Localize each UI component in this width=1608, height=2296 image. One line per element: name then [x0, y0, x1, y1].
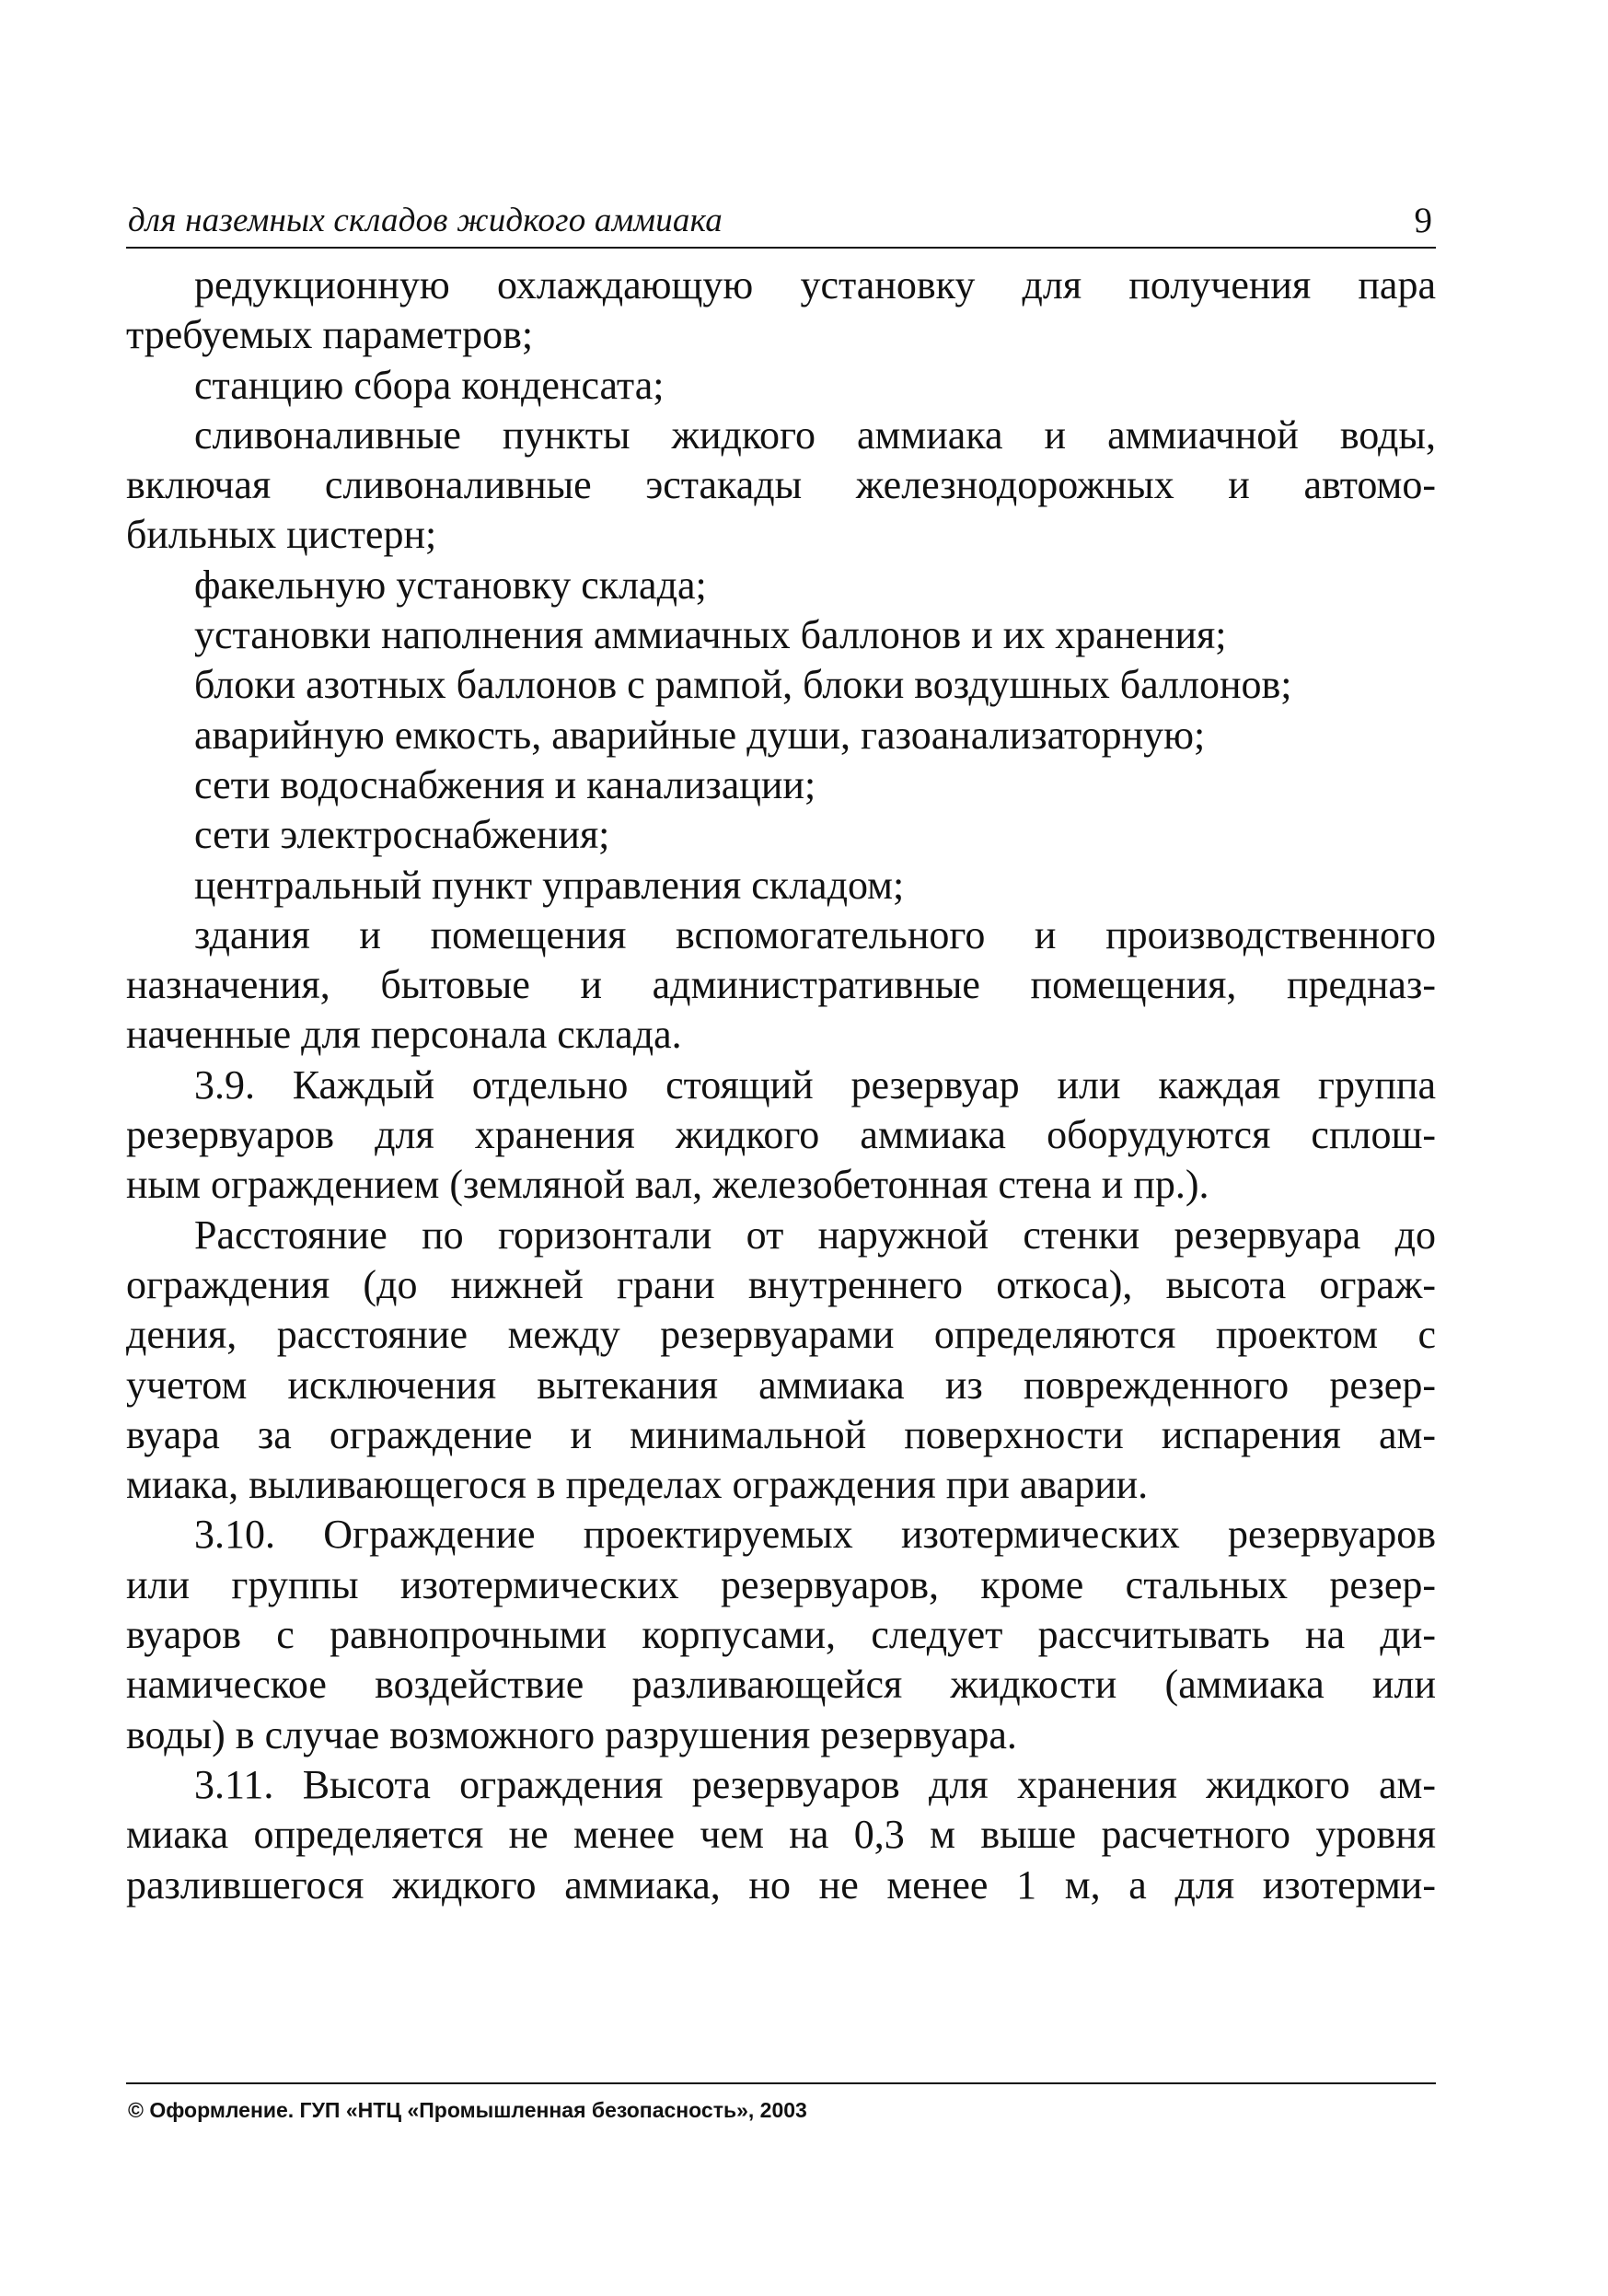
copyright-notice: © Оформление. ГУП «НТЦ «Промышленная безопасность», 2003: [128, 2098, 807, 2122]
text-line: установки наполнения аммиачных баллонов и их хранения;: [194, 612, 1227, 658]
text-line: 3.10. Ограждение проектируемых изотермических резервуаров: [194, 1512, 1436, 1558]
text-line: сети электроснабжения;: [194, 812, 610, 858]
running-header: [126, 195, 1436, 249]
text-line: вуара за ограждение и минимальной поверхности испарения ам-: [126, 1411, 1436, 1457]
text-line: или группы изотермических резервуаров, кроме стальных резер-: [126, 1561, 1436, 1607]
text-line: факельную установку склада;: [194, 562, 707, 608]
body-text: [126, 261, 1436, 1910]
text-line: 3.9. Каждый отдельно стоящий резервуар или каждая группа: [194, 1061, 1436, 1107]
text-line: резервуаров для хранения жидкого аммиака оборудуются сплош-: [126, 1112, 1436, 1158]
running-title: для наземных складов жидкого аммиака: [128, 202, 723, 239]
text-line: сети водоснабжения и канализации;: [194, 761, 816, 807]
text-line: назначения, бытовые и административные помещения, предназ-: [126, 962, 1436, 1008]
text-line: разлившегося жидкого аммиака, но не менее 1 м, а для изотерми-: [126, 1861, 1436, 1908]
text-line: воды) в случае возможного разрушения резервуара.: [126, 1711, 1017, 1757]
text-line: здания и помещения вспомогательного и производственного: [194, 911, 1436, 957]
text-line: блоки азотных баллонов с рампой, блоки воздушных баллонов;: [194, 662, 1292, 708]
text-line: наченные для персонала склада.: [126, 1012, 682, 1058]
page-number: 9: [1414, 201, 1432, 240]
text-line: ограждения (до нижней грани внутреннего откоса), высота ограж-: [126, 1261, 1436, 1307]
footer: [126, 2082, 1436, 2125]
text-line: намическое воздействие разливающейся жидкости (аммиака или: [126, 1662, 1436, 1708]
text-line: требуемых параметров;: [126, 312, 534, 358]
text-line: вуаров с равнопрочными корпусами, следует рассчитывать на ди-: [126, 1612, 1436, 1658]
text-line: аварийную емкость, аварийные души, газоанализаторную;: [194, 712, 1206, 758]
text-line: 3.11. Высота ограждения резервуаров для хранения жидкого ам-: [194, 1761, 1436, 1807]
text-line: редукционную охлаждающую установку для получения пара: [194, 262, 1436, 307]
text-line: дения, расстояние между резервуарами определяются проектом с: [126, 1312, 1436, 1358]
text-line: сливоналивные пункты жидкого аммиака и аммиачной воды,: [194, 412, 1436, 458]
text-line: включая сливоналивные эстакады железнодорожных и автомо-: [126, 462, 1436, 508]
text-line: станцию сбора конденсата;: [194, 362, 665, 408]
text-line: бильных цистерн;: [126, 512, 437, 558]
text-line: миака, выливающегося в пределах ограждения при аварии.: [126, 1462, 1149, 1508]
text-line: миака определяется не менее чем на 0,3 м выше расчетного уровня: [126, 1812, 1436, 1858]
text-line: центральный пункт управления складом;: [194, 862, 905, 908]
text-line: учетом исключения вытекания аммиака из поврежденного резер-: [126, 1362, 1436, 1408]
text-line: ным ограждением (земляной вал, железобетонная стена и пр.).: [126, 1162, 1209, 1208]
text-line: Расстояние по горизонтали от наружной стенки резервуара до: [194, 1212, 1436, 1258]
